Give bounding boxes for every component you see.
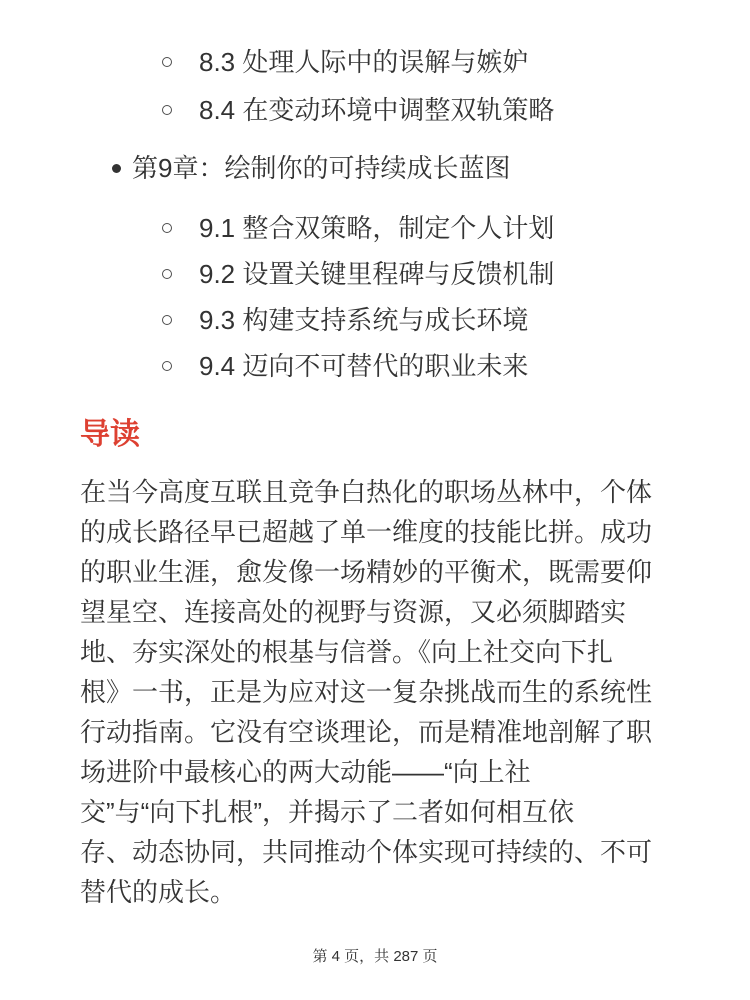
page-indicator: 第 4 页，共 287 页 xyxy=(312,948,438,965)
paragraph-line: 存、动态协同，共同推动个体实现可持续的、不可 xyxy=(80,837,653,867)
paragraph-line: 场进阶中最核心的两大动能——“向上社 xyxy=(80,757,531,787)
intro-paragraph xyxy=(0,455,750,912)
toc-sub-item-label: 8.3 处理人际中的误解与嫉妒 xyxy=(199,47,529,77)
toc-sub-item-label: 9.1 整合双策略，制定个人计划 xyxy=(199,213,555,243)
toc-sub-item-label: 8.4 在变动环境中调整双轨策略 xyxy=(199,95,555,125)
toc-chapter-9 xyxy=(0,134,750,202)
paragraph-line: 替代的成长。 xyxy=(80,877,237,907)
paragraph-line: 行动指南。它没有空谈理论，而是精准地剖解了职 xyxy=(80,717,653,747)
toc-chapter-label: 第9章：绘制你的可持续成长蓝图 xyxy=(132,153,511,183)
circle-bullet-icon xyxy=(162,315,172,325)
toc-sub-item-label: 9.2 设置关键里程碑与反馈机制 xyxy=(199,259,555,289)
paragraph-line: 望星空、连接高处的视野与资源，又必须脚踏实 xyxy=(80,597,627,627)
circle-bullet-icon xyxy=(162,269,172,279)
toc-sub-item xyxy=(0,205,750,251)
paragraph-line: 在当今高度互联且竞争白热化的职场丛林中，个体 xyxy=(80,477,653,507)
toc-sub-item xyxy=(0,343,750,389)
circle-bullet-icon xyxy=(162,105,172,115)
toc-sub-item xyxy=(0,86,750,134)
circle-bullet-icon xyxy=(162,361,172,371)
toc-sub-item xyxy=(0,251,750,297)
disc-bullet-icon xyxy=(112,164,121,173)
paragraph-line: 交”与“向下扎根”，并揭示了二者如何相互依 xyxy=(80,797,574,827)
toc-sub-item-label: 9.4 迈向不可替代的职业未来 xyxy=(199,351,529,381)
toc-sub-item xyxy=(0,297,750,343)
paragraph-line: 的职业生涯，愈发像一场精妙的平衡术，既需要仰 xyxy=(80,557,653,587)
toc-sublist-chapter8 xyxy=(0,38,750,134)
section-heading-daodu: 导读 xyxy=(80,418,140,451)
circle-bullet-icon xyxy=(162,223,172,233)
toc-sublist-chapter9 xyxy=(0,202,750,389)
circle-bullet-icon xyxy=(162,57,172,67)
paragraph-line: 根》一书，正是为应对这一复杂挑战而生的系统性 xyxy=(80,677,653,707)
paragraph-line: 地、夯实深处的根基与信誉。《向上社交向下扎 xyxy=(80,637,614,667)
toc-sub-item-label: 9.3 构建支持系统与成长环境 xyxy=(199,305,529,335)
paragraph-line: 的成长路径早已超越了单一维度的技能比拼。成功 xyxy=(80,517,653,547)
toc-sub-item xyxy=(0,38,750,86)
